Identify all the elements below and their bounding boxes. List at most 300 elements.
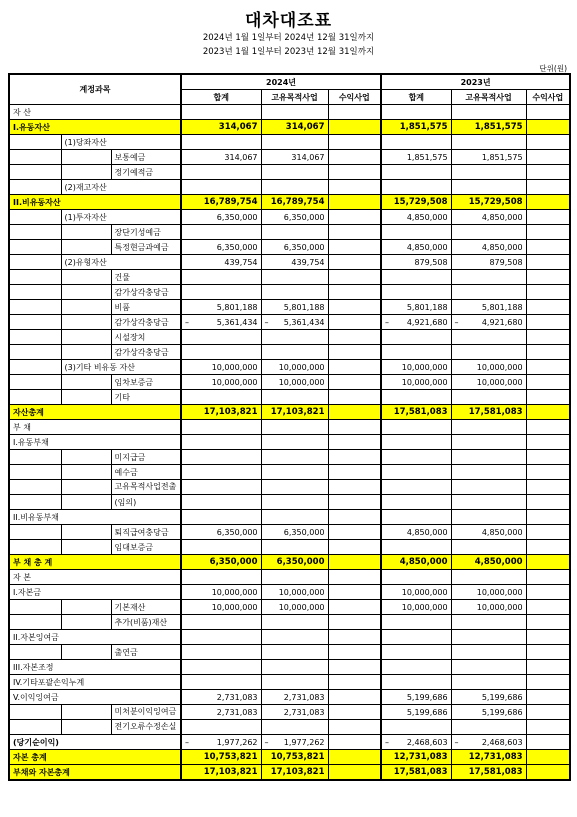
amount-cell: [381, 270, 451, 285]
amount-cell: 879,508: [451, 255, 526, 270]
amount-value: 1,977,262: [283, 737, 325, 747]
amount-cell: [526, 165, 570, 180]
table-row: [9, 285, 570, 300]
amount-cell: [328, 735, 381, 750]
indent-cell: [9, 255, 61, 270]
table-row: [9, 390, 570, 405]
negative-amount: [385, 316, 448, 329]
amount-cell: [526, 405, 570, 420]
amount-cell: [261, 135, 328, 150]
amount-value: 4,921,680: [406, 317, 448, 327]
amount-cell: 17,103,821: [261, 405, 328, 420]
amount-cell: [526, 720, 570, 735]
amount-cell: [328, 330, 381, 345]
amount-cell: [328, 405, 381, 420]
amount-cell: 10,000,000: [181, 375, 261, 390]
amount-cell: [328, 675, 381, 690]
amount-cell: [526, 450, 570, 465]
amount-cell: [526, 270, 570, 285]
amount-cell: [328, 420, 381, 435]
indent-cell: [9, 285, 61, 300]
amount-cell: [181, 180, 261, 195]
amount-cell: 10,000,000: [181, 585, 261, 600]
amount-cell: [451, 315, 526, 330]
amount-cell: [526, 255, 570, 270]
amount-cell: [328, 270, 381, 285]
amount-cell: 6,350,000: [181, 525, 261, 540]
amount-cell: [261, 660, 328, 675]
amount-value: 5,361,434: [283, 317, 325, 327]
indent-cell: [9, 540, 61, 555]
negative-amount: [385, 736, 448, 749]
amount-cell: [526, 150, 570, 165]
amount-cell: 10,000,000: [181, 600, 261, 615]
purpose-business-header-2023: 고유목적사업: [451, 90, 526, 105]
amount-cell: 6,350,000: [261, 240, 328, 255]
table-row: [9, 420, 570, 435]
amount-cell: [328, 450, 381, 465]
indent-cell: [61, 150, 111, 165]
indent-cell: [9, 270, 61, 285]
amount-cell: 314,067: [261, 150, 328, 165]
amount-cell: [526, 585, 570, 600]
amount-cell: [381, 570, 451, 585]
account-label: 부 채 총 계: [9, 555, 181, 570]
amount-cell: 10,000,000: [261, 600, 328, 615]
amount-cell: 15,729,508: [451, 195, 526, 210]
indent-cell: [9, 615, 61, 630]
amount-cell: [526, 210, 570, 225]
indent-cell: [61, 480, 111, 495]
amount-cell: [381, 165, 451, 180]
amount-cell: [526, 360, 570, 375]
account-label: II.자본잉여금: [9, 630, 181, 645]
table-row: [9, 585, 570, 600]
amount-cell: [381, 630, 451, 645]
amount-cell: [261, 390, 328, 405]
account-label: (2)재고자산: [61, 180, 181, 195]
amount-cell: [261, 720, 328, 735]
amount-cell: [328, 600, 381, 615]
amount-cell: [261, 615, 328, 630]
amount-cell: [526, 225, 570, 240]
amount-cell: [381, 420, 451, 435]
indent-cell: [61, 465, 111, 480]
table-row: [9, 195, 570, 210]
amount-cell: [526, 570, 570, 585]
account-label: (2)유형자산: [61, 255, 181, 270]
amount-cell: [261, 105, 328, 120]
period-2024: 2024년 1월 1일부터 2024년 12월 31일까지: [202, 33, 375, 43]
indent-cell: [61, 345, 111, 360]
amount-cell: [526, 690, 570, 705]
amount-cell: [451, 495, 526, 510]
account-label: 출연금: [111, 645, 181, 660]
amount-cell: [328, 345, 381, 360]
amount-cell: 5,199,686: [381, 690, 451, 705]
amount-cell: [381, 225, 451, 240]
account-label: IV.기타포괄손익누계: [9, 675, 181, 690]
indent-cell: [9, 480, 61, 495]
indent-cell: [9, 210, 61, 225]
amount-cell: [526, 600, 570, 615]
indent-cell: [61, 240, 111, 255]
indent-cell: [61, 450, 111, 465]
amount-cell: [328, 390, 381, 405]
amount-cell: [181, 450, 261, 465]
amount-cell: [181, 270, 261, 285]
amount-cell: 2,731,083: [181, 705, 261, 720]
amount-cell: [181, 165, 261, 180]
amount-cell: 314,067: [181, 120, 261, 135]
negative-amount: [265, 316, 325, 329]
table-row: [9, 705, 570, 720]
amount-cell: [381, 345, 451, 360]
account-label: (1)투자자산: [61, 210, 181, 225]
account-label: 전기오류수정손실: [111, 720, 181, 735]
indent-cell: [9, 330, 61, 345]
amount-cell: [328, 495, 381, 510]
amount-cell: [381, 285, 451, 300]
indent-cell: [9, 165, 61, 180]
amount-cell: [181, 480, 261, 495]
amount-cell: [451, 105, 526, 120]
amount-cell: [451, 540, 526, 555]
amount-cell: 1,851,575: [381, 150, 451, 165]
amount-cell: [526, 525, 570, 540]
indent-cell: [9, 225, 61, 240]
account-label: 자산총계: [9, 405, 181, 420]
amount-cell: [328, 210, 381, 225]
minus-sign: –: [264, 317, 269, 327]
amount-cell: 1,851,575: [451, 150, 526, 165]
amount-cell: 5,199,686: [451, 690, 526, 705]
amount-cell: 10,000,000: [451, 600, 526, 615]
amount-cell: 2,731,083: [261, 690, 328, 705]
amount-cell: [328, 615, 381, 630]
account-label: I.유동부채: [9, 435, 181, 450]
account-label: 건물: [111, 270, 181, 285]
amount-cell: 12,731,083: [381, 750, 451, 765]
amount-value: 4,921,680: [481, 317, 523, 327]
account-label: 장단기성예금: [111, 225, 181, 240]
table-row: [9, 330, 570, 345]
amount-cell: 439,754: [261, 255, 328, 270]
negative-amount: [455, 736, 523, 749]
table-row: [9, 120, 570, 135]
amount-cell: [526, 315, 570, 330]
amount-cell: [451, 615, 526, 630]
amount-cell: 1,851,575: [451, 120, 526, 135]
amount-cell: 5,199,686: [381, 705, 451, 720]
indent-cell: [9, 525, 61, 540]
table-row: [9, 630, 570, 645]
negative-amount: [185, 316, 258, 329]
table-row: [9, 480, 570, 495]
amount-cell: [328, 540, 381, 555]
indent-cell: [61, 300, 111, 315]
account-label: 자 산: [9, 105, 181, 120]
amount-cell: [451, 480, 526, 495]
amount-cell: [451, 165, 526, 180]
account-label: 기타: [111, 390, 181, 405]
account-label: (임의): [111, 495, 181, 510]
minus-sign: –: [185, 317, 190, 327]
amount-cell: [451, 465, 526, 480]
amount-cell: 5,199,686: [451, 705, 526, 720]
indent-cell: [61, 285, 111, 300]
document-title: 대차대조표: [244, 11, 333, 31]
account-label: 감가상각충당금: [111, 285, 181, 300]
amount-cell: 15,729,508: [381, 195, 451, 210]
indent-cell: [9, 375, 61, 390]
amount-cell: 314,067: [261, 120, 328, 135]
table-row: [9, 720, 570, 735]
account-label: 부 채: [9, 420, 181, 435]
account-label: (당기순이익): [9, 735, 181, 750]
amount-cell: [181, 495, 261, 510]
account-label: 추가(비품)재산: [111, 615, 181, 630]
amount-cell: [526, 735, 570, 750]
amount-cell: [381, 510, 451, 525]
amount-cell: [181, 135, 261, 150]
table-row: [9, 150, 570, 165]
amount-cell: [328, 480, 381, 495]
amount-cell: [328, 645, 381, 660]
amount-cell: [526, 330, 570, 345]
indent-cell: [9, 240, 61, 255]
amount-cell: [526, 495, 570, 510]
amount-cell: [328, 690, 381, 705]
account-label: 감가상각충당금: [111, 315, 181, 330]
table-row: [9, 180, 570, 195]
indent-cell: [61, 165, 111, 180]
account-label: 미처분이익잉여금: [111, 705, 181, 720]
amount-cell: [328, 135, 381, 150]
amount-cell: [451, 570, 526, 585]
amount-cell: [451, 450, 526, 465]
amount-cell: [181, 285, 261, 300]
table-row: [9, 555, 570, 570]
table-row: [9, 135, 570, 150]
indent-cell: [61, 315, 111, 330]
amount-cell: [381, 615, 451, 630]
amount-cell: [261, 465, 328, 480]
indent-cell: [9, 720, 61, 735]
indent-cell: [9, 315, 61, 330]
amount-cell: 6,350,000: [261, 525, 328, 540]
account-label: III.자본조정: [9, 660, 181, 675]
amount-cell: [526, 630, 570, 645]
amount-cell: [381, 180, 451, 195]
amount-cell: 10,000,000: [451, 375, 526, 390]
amount-cell: [261, 285, 328, 300]
indent-cell: [9, 390, 61, 405]
amount-cell: [181, 660, 261, 675]
amount-cell: [381, 675, 451, 690]
amount-cell: [451, 675, 526, 690]
amount-cell: [381, 720, 451, 735]
amount-cell: 17,103,821: [261, 765, 328, 781]
amount-cell: 17,581,083: [381, 405, 451, 420]
amount-cell: [261, 450, 328, 465]
amount-cell: 17,103,821: [181, 765, 261, 781]
table-row: [9, 165, 570, 180]
indent-cell: [9, 450, 61, 465]
indent-cell: [61, 705, 111, 720]
amount-cell: [328, 510, 381, 525]
table-row: [9, 435, 570, 450]
indent-cell: [9, 495, 61, 510]
amount-cell: [526, 120, 570, 135]
account-label: 비품: [111, 300, 181, 315]
amount-cell: [328, 375, 381, 390]
indent-cell: [61, 540, 111, 555]
table-row: [9, 510, 570, 525]
amount-cell: 6,350,000: [181, 555, 261, 570]
amount-cell: [381, 465, 451, 480]
amount-cell: [526, 195, 570, 210]
account-label: 특정현금과예금: [111, 240, 181, 255]
amount-cell: 5,801,188: [181, 300, 261, 315]
amount-cell: [451, 510, 526, 525]
indent-cell: [9, 645, 61, 660]
amount-cell: [181, 540, 261, 555]
amount-value: 2,468,603: [406, 737, 448, 747]
year-2024-header: 2024년: [181, 74, 381, 90]
account-label: I.자본금: [9, 585, 181, 600]
amount-cell: [526, 420, 570, 435]
table-row: [9, 105, 570, 120]
amount-cell: [451, 330, 526, 345]
indent-cell: [9, 465, 61, 480]
amount-cell: [261, 165, 328, 180]
amount-cell: [261, 480, 328, 495]
table-row: [9, 675, 570, 690]
amount-cell: 5,801,188: [261, 300, 328, 315]
account-label: 기본재산: [111, 600, 181, 615]
amount-cell: 2,731,083: [181, 690, 261, 705]
table-row: [9, 735, 570, 750]
total-header-2024: 합계: [181, 90, 261, 105]
amount-cell: [328, 285, 381, 300]
account-label: (3)기타 비유동 자산: [61, 360, 181, 375]
amount-cell: [451, 285, 526, 300]
table-row: [9, 660, 570, 675]
indent-cell: [9, 180, 61, 195]
minus-sign: –: [264, 737, 269, 747]
amount-cell: 2,731,083: [261, 705, 328, 720]
amount-cell: [328, 120, 381, 135]
indent-cell: [9, 135, 61, 150]
total-header-2023: 합계: [381, 90, 451, 105]
amount-cell: [526, 180, 570, 195]
profit-business-header-2024: 수익사업: [328, 90, 381, 105]
amount-cell: [328, 705, 381, 720]
amount-cell: [328, 165, 381, 180]
amount-cell: [381, 450, 451, 465]
account-label: I.유동자산: [9, 120, 181, 135]
amount-cell: [181, 615, 261, 630]
account-label: II.비유동자산: [9, 195, 181, 210]
amount-cell: [328, 630, 381, 645]
amount-cell: [451, 390, 526, 405]
amount-cell: [328, 150, 381, 165]
amount-cell: [261, 435, 328, 450]
amount-cell: 10,000,000: [381, 360, 451, 375]
amount-cell: [381, 645, 451, 660]
account-label: (1)당좌자산: [61, 135, 181, 150]
amount-cell: 16,789,754: [261, 195, 328, 210]
amount-cell: [526, 285, 570, 300]
amount-cell: [526, 675, 570, 690]
amount-cell: [381, 330, 451, 345]
amount-cell: [526, 465, 570, 480]
amount-cell: [181, 630, 261, 645]
account-label: 미지급금: [111, 450, 181, 465]
indent-cell: [61, 600, 111, 615]
balance-sheet-body: [9, 105, 570, 781]
table-row: [9, 525, 570, 540]
amount-cell: 6,350,000: [261, 210, 328, 225]
amount-cell: [328, 240, 381, 255]
amount-cell: [381, 495, 451, 510]
amount-cell: [261, 180, 328, 195]
amount-cell: 6,350,000: [181, 210, 261, 225]
amount-cell: [451, 630, 526, 645]
amount-cell: [328, 465, 381, 480]
amount-cell: 6,350,000: [181, 240, 261, 255]
amount-cell: [261, 735, 328, 750]
amount-cell: 6,350,000: [261, 555, 328, 570]
indent-cell: [61, 270, 111, 285]
amount-cell: [261, 420, 328, 435]
table-row: [9, 405, 570, 420]
amount-cell: [526, 135, 570, 150]
amount-value: 1,977,262: [216, 737, 258, 747]
table-row: [9, 345, 570, 360]
amount-cell: 10,000,000: [381, 600, 451, 615]
profit-business-header-2023: 수익사업: [526, 90, 570, 105]
amount-cell: [526, 390, 570, 405]
amount-cell: [261, 675, 328, 690]
minus-sign: –: [454, 737, 459, 747]
amount-cell: [328, 750, 381, 765]
amount-cell: 12,731,083: [451, 750, 526, 765]
amount-cell: [451, 660, 526, 675]
amount-cell: 439,754: [181, 255, 261, 270]
amount-cell: 4,850,000: [451, 210, 526, 225]
amount-cell: [451, 720, 526, 735]
amount-cell: 4,850,000: [381, 240, 451, 255]
indent-cell: [9, 705, 61, 720]
amount-cell: [381, 135, 451, 150]
negative-amount: [185, 736, 258, 749]
minus-sign: –: [454, 317, 459, 327]
table-row: [9, 315, 570, 330]
amount-cell: [328, 255, 381, 270]
account-label: 부채와 자본총계: [9, 765, 181, 781]
amount-cell: 10,000,000: [451, 585, 526, 600]
indent-cell: [61, 375, 111, 390]
account-label: 임대보증금: [111, 540, 181, 555]
account-label: 감가상각충당금: [111, 345, 181, 360]
account-label: 시설장치: [111, 330, 181, 345]
amount-cell: [451, 345, 526, 360]
amount-cell: [381, 105, 451, 120]
amount-cell: 4,850,000: [451, 555, 526, 570]
indent-cell: [61, 330, 111, 345]
